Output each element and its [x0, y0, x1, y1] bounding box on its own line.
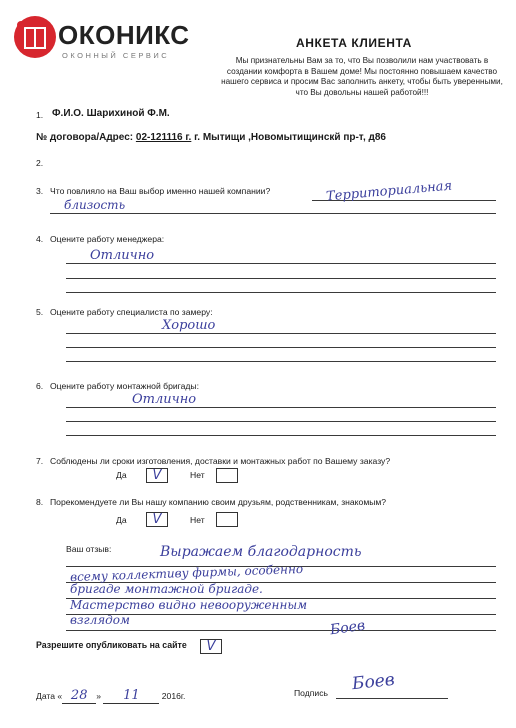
contract-number: 02-121116 г. [135, 132, 192, 143]
q3-line-2 [50, 213, 496, 214]
q3-question: Что повлияло на Ваш выбор именно нашей компании? [50, 186, 271, 196]
q4-line-3 [66, 292, 496, 293]
q1-number: 1. [36, 110, 44, 120]
q8-no-checkbox[interactable] [216, 512, 238, 527]
q2-number: 2. [36, 158, 44, 168]
contract-row [36, 132, 386, 143]
review-text-4: Мастерство видно невооруженным [70, 598, 308, 612]
review-line-4 [66, 614, 496, 615]
review-line-5 [66, 630, 496, 631]
q8-yes-check: V [152, 512, 162, 527]
q5-line-1 [66, 333, 496, 334]
q4-question: Оцените работу менеджера: [50, 234, 165, 244]
q5-line-3 [66, 361, 496, 362]
q3-answer-1: Территориальная [325, 178, 453, 205]
q7-yes-checkbox[interactable] [146, 468, 168, 483]
q3-answer-2: близость [64, 198, 126, 212]
brand-subtitle: ОКОННЫЙ СЕРВИС [62, 51, 170, 60]
q4-number: 4. [36, 234, 44, 244]
q3-number: 3. [36, 186, 44, 196]
publish-check: V [206, 639, 216, 654]
q7-no-label: Нет [190, 470, 205, 480]
date-day: 28 [62, 688, 96, 704]
q8-question: Порекомендуете ли Вы нашу компанию своим друзьям, родственникам, знакомым? [50, 497, 387, 507]
q6-number: 6. [36, 381, 44, 391]
publish-checkbox[interactable] [200, 639, 222, 654]
q6-line-3 [66, 435, 496, 436]
form-intro: Мы признательны Вам за то, что Вы позволили нам участвовать в создании комфорта в Вашем доме! Мы постоянно повышаем качество нашего сервиса и просим Вас заполнить анкету, чтобы быть уверенными, что Вы довольны нашей работой!!! [221, 56, 503, 97]
q7-yes-check: V [152, 468, 162, 483]
review-text-1: Выражаем благодарность [160, 544, 362, 560]
q5-line-2 [66, 347, 496, 348]
q7-question: Соблюдены ли сроки изготовления, доставки и монтажных работ по Вашему заказу? [50, 456, 391, 466]
logo [12, 14, 58, 60]
q8-no-label: Нет [190, 515, 205, 525]
date-month: 11 [103, 688, 159, 704]
contract-label: № договора/Адрес: [36, 132, 134, 143]
signature-value: Боев [351, 669, 396, 695]
brand-name: ОКОНИКС [58, 20, 190, 50]
q5-number: 5. [36, 307, 44, 317]
q7-no-checkbox[interactable] [216, 468, 238, 483]
review-text-2: всему коллективу фирмы, особенно [69, 561, 304, 585]
contract-address: г. Мытищи ,Новомытищинскй пр-т, д86 [194, 132, 386, 143]
q6-line-2 [66, 421, 496, 422]
date-year: 2016г. [161, 691, 186, 701]
window-logo-icon [12, 14, 58, 60]
q8-number: 8. [36, 497, 44, 507]
q5-question: Оцените работу специалиста по замеру: [50, 307, 213, 317]
q6-line-1 [66, 407, 496, 408]
form-title: АНКЕТА КЛИЕНТА [296, 36, 412, 50]
q6-answer: Отлично [132, 392, 197, 407]
q5-answer: Хорошо [162, 318, 216, 333]
q6-question: Оцените работу монтажной бригады: [50, 381, 199, 391]
q7-yes-label: Да [116, 470, 127, 480]
q4-line-1 [66, 263, 496, 264]
signature-line [336, 698, 448, 699]
q8-yes-checkbox[interactable] [146, 512, 168, 527]
q7-number: 7. [36, 456, 44, 466]
date-row: Дата « 28 » 11 2016г. [36, 688, 186, 703]
publish-label: Разрешите опубликовать на сайте [36, 640, 187, 650]
signature-label: Подпись [294, 688, 329, 698]
q4-line-2 [66, 278, 496, 279]
q1-fio: Ф.И.О. Шарихиной Ф.М. [52, 108, 170, 119]
review-text-5: взглядом [70, 613, 130, 627]
review-signature: Боев [329, 617, 367, 639]
date-label: Дата « [36, 691, 63, 701]
q8-yes-label: Да [116, 515, 127, 525]
review-text-3: бригаде монтажной бригаде. [70, 582, 263, 596]
review-label: Ваш отзыв: [66, 544, 112, 554]
q4-answer: Отлично [90, 248, 155, 263]
